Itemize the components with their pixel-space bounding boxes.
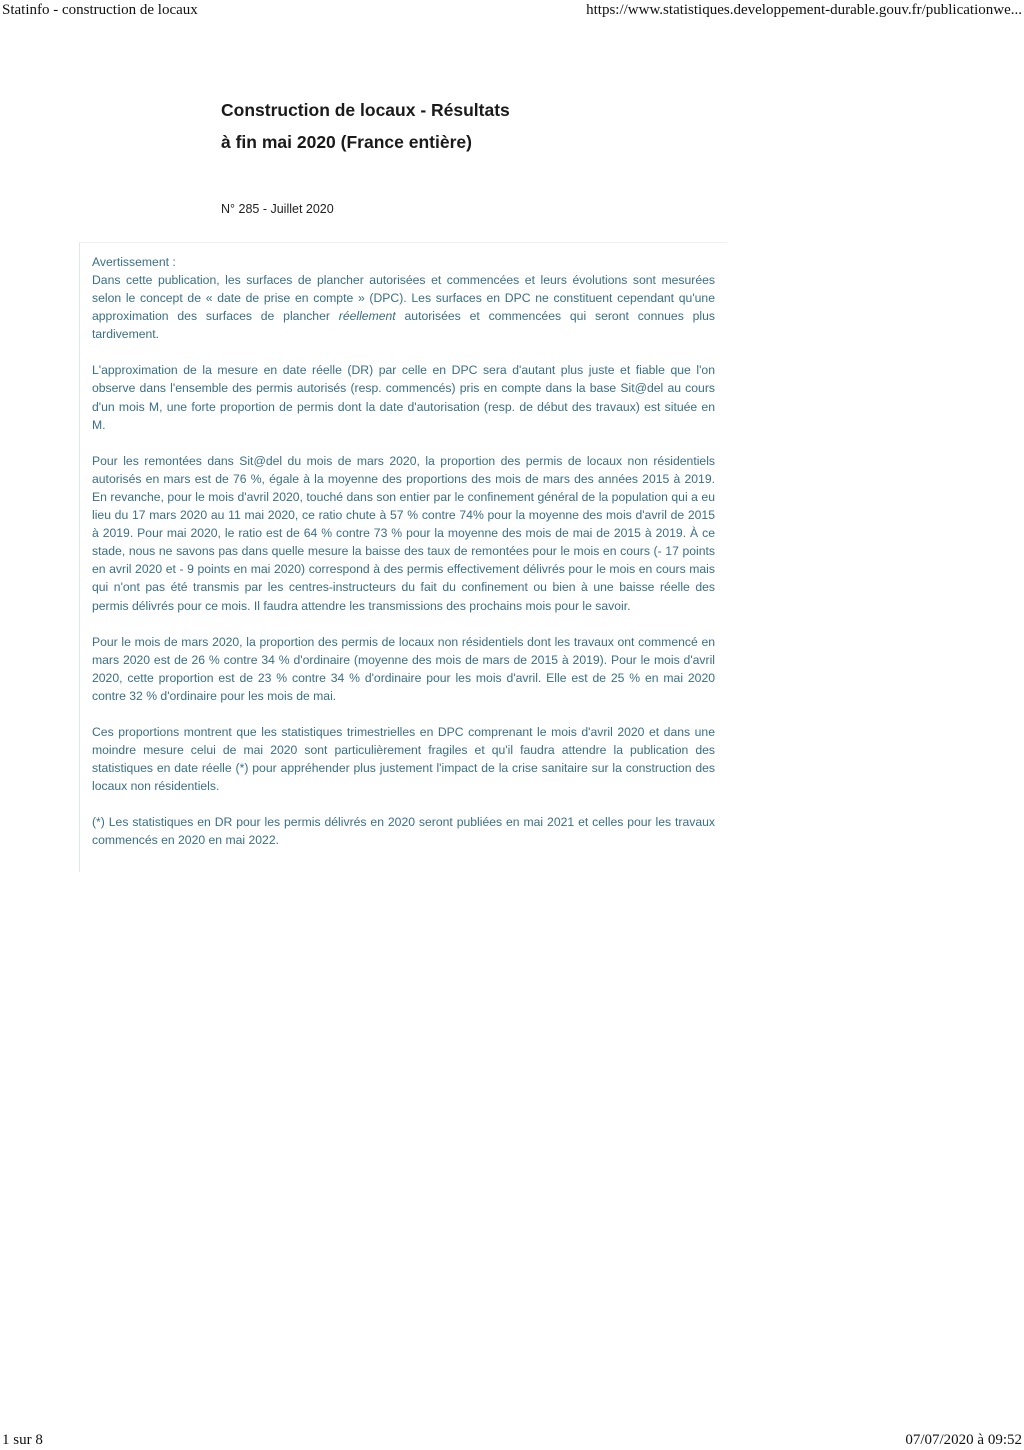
warning-paragraph-4: Pour le mois de mars 2020, la proportion des permis de locaux non résidentiels dont les travaux ont commencé en mars 2020 est de 26 % contre 34 % d'ordinaire (moyenne des mois de mars de 2015 à 2019). Pour le mois d'avril 2020, cette proportion est de 23 % contre 34 % d'ordinaire pour les mois d'avril. Elle est de 25 % en mai 2020 contre 32 % d'ordinaire pour les mois de mai. (92, 634, 715, 703)
warning-paragraph-1-start: Dans cette publication, les surfaces de plancher autorisées et commencées et leurs évolutions sont mesurées selon le concept de « date de prise en compte » (DPC). Les surfaces en DPC ne constituent cependant qu'une approximation des surfaces de plancher (92, 273, 715, 324)
title-line-1: Construction de locaux - Résultats (221, 100, 510, 120)
warning-paragraph-1 (92, 271, 715, 343)
print-header-title: Statinfo - construction de locaux (2, 2, 198, 18)
page-counter: 1 sur 8 (2, 1432, 43, 1448)
warning-paragraph-3: Pour les remontées dans Sit@del du mois de mars 2020, la proportion des permis de locaux non résidentiels autorisés en mars est de 76 %, égale à la moyenne des proportions des mois de mars des années 2015 à 2019. En revanche, pour le mois d'avril 2020, touché dans son entier par le confinement général de la population qui a eu lieu du 17 mars 2020 au 11 mai 2020, ce ratio chute à 57 % contre 74% pour la moyenne des mois d'avril de 2015 à 2019. Pour mai 2020, le ratio est de 64 % contre 73 % pour la moyenne des mois de mai de 2015 à 2019. À ce stade, nous ne savons pas dans quelle mesure la baisse des taux de remontées pour le mois en cours (- 17 points en avril 2020 et - 9 points en mai 2020) correspond à des permis effectivement délivrés pour le mois en cours mais qui n'ont pas été transmis par les centres-instructeurs du fait du confinement ou bien à une baisse réelle des permis délivrés pour ce mois. Il faudra attendre les transmissions des prochains mois pour le savoir. (92, 453, 715, 613)
warning-box (79, 242, 727, 872)
warning-title: Avertissement : (92, 255, 176, 269)
warning-paragraph-1-emphasis: réellement (338, 309, 396, 324)
print-timestamp: 07/07/2020 à 09:52 (905, 1432, 1022, 1448)
title-line-2: à fin mai 2020 (France entière) (221, 132, 472, 152)
warning-paragraph-2: L'approximation de la mesure en date réelle (DR) par celle en DPC sera d'autant plus juste et fiable que l'on observe dans l'ensemble des permis autorisés (resp. commencés) pris en compte dans la base Sit@del au cours d'un mois M, une forte proportion de permis dont la date d'autorisation (resp. de début des travaux) est située en M. (92, 363, 715, 432)
warning-paragraph-5: Ces proportions montrent que les statistiques trimestrielles en DPC comprenant le mois d'avril 2020 et dans une moindre mesure celui de mai 2020 sont particulièrement fragiles et qu'il faudra attendre la publication des statistiques en date réelle (*) pour appréhender plus justement l'impact de la crise sanitaire sur la construction des locaux non résidentiels. (92, 724, 715, 794)
issue-number: N° 285 - Juillet 2020 (221, 202, 334, 216)
warning-footnote: (*) Les statistiques en DR pour les permis délivrés en 2020 seront publiées en mai 2021 et celles pour les travaux commencés en 2020 en mai 2022. (92, 815, 715, 848)
print-header-url: https://www.statistiques.developpement-durable.gouv.fr/publicationwe... (586, 2, 1022, 18)
document-title (221, 94, 510, 158)
warning-paragraph-1-end: autorisées et commencées qui seront connues plus tardivement. (92, 309, 715, 342)
